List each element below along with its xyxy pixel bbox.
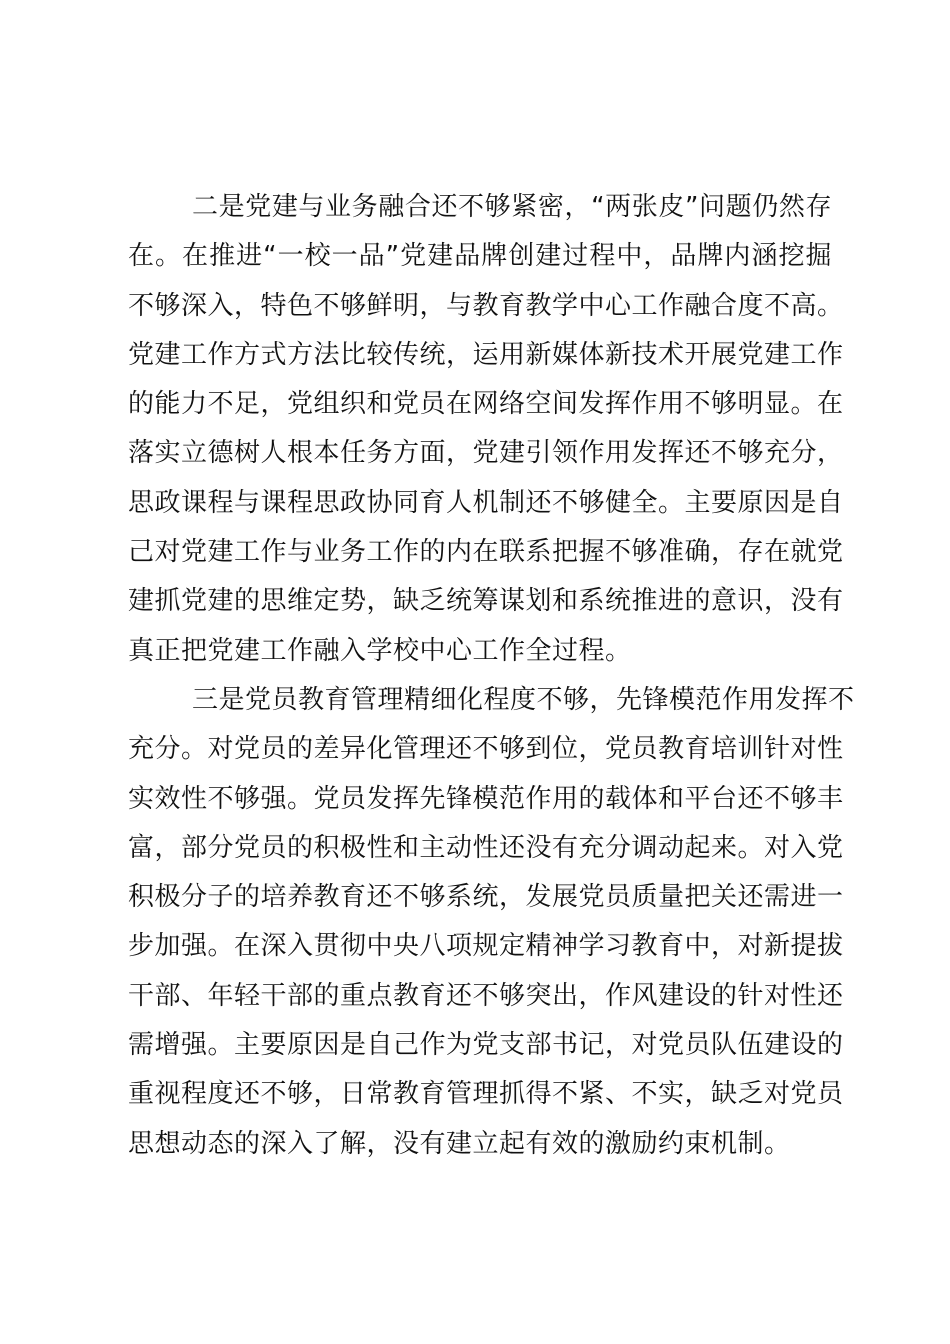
text-line: 思想动态的深入了解，没有建立起有效的激励约束机制。 <box>128 1128 791 1159</box>
text-line: 实效性不够强。党员发挥先锋模范作用的载体和平台还不够丰 <box>128 783 844 814</box>
text-line: 富，部分党员的积极性和主动性还没有充分调动起来。对入党 <box>128 832 844 863</box>
paragraph-member-education <box>128 676 855 1169</box>
text-line: 党建工作方式方法比较传统，运用新媒体新技术开展党建工作 <box>128 339 844 370</box>
text-line: 步加强。在深入贯彻中央八项规定精神学习教育中，对新提拔 <box>128 931 844 962</box>
text-line: 干部、年轻干部的重点教育还不够突出，作风建设的针对性还 <box>128 980 844 1011</box>
text-line: 积极分子的培养教育还不够系统，发展党员质量把关还需进一 <box>128 882 844 913</box>
document-page <box>128 183 855 1169</box>
text-line: 在。在推进“一校一品”党建品牌创建过程中，品牌内涵挖掘 <box>128 241 832 272</box>
text-line: 落实立德树人根本任务方面，党建引领作用发挥还不够充分， <box>128 438 844 469</box>
text-line: 真正把党建工作融入学校中心工作全过程。 <box>128 635 632 666</box>
text-line: 己对党建工作与业务工作的内在联系把握不够准确，存在就党 <box>128 537 844 568</box>
text-line: 充分。对党员的差异化管理还不够到位，党员教育培训针对性 <box>128 734 844 765</box>
text-line: 不够深入，特色不够鲜明，与教育教学中心工作融合度不高。 <box>128 290 844 321</box>
text-line: 的能力不足，党组织和党员在网络空间发挥作用不够明显。在 <box>128 389 844 420</box>
text-line: 二是党建与业务融合还不够紧密，“两张皮”问题仍然存 <box>192 192 832 222</box>
text-line: 建抓党建的思维定势，缺乏统筹谋划和系统推进的意识，没有 <box>128 586 844 617</box>
text-line: 三是党员教育管理精细化程度不够，先锋模范作用发挥不 <box>192 684 855 715</box>
text-line: 思政课程与课程思政协同育人机制还不够健全。主要原因是自 <box>128 487 844 518</box>
text-line: 需增强。主要原因是自己作为党支部书记，对党员队伍建设的 <box>128 1030 844 1061</box>
paragraph-party-building-integration <box>128 183 844 676</box>
text-line: 重视程度还不够，日常教育管理抓得不紧、不实，缺乏对党员 <box>128 1079 844 1110</box>
